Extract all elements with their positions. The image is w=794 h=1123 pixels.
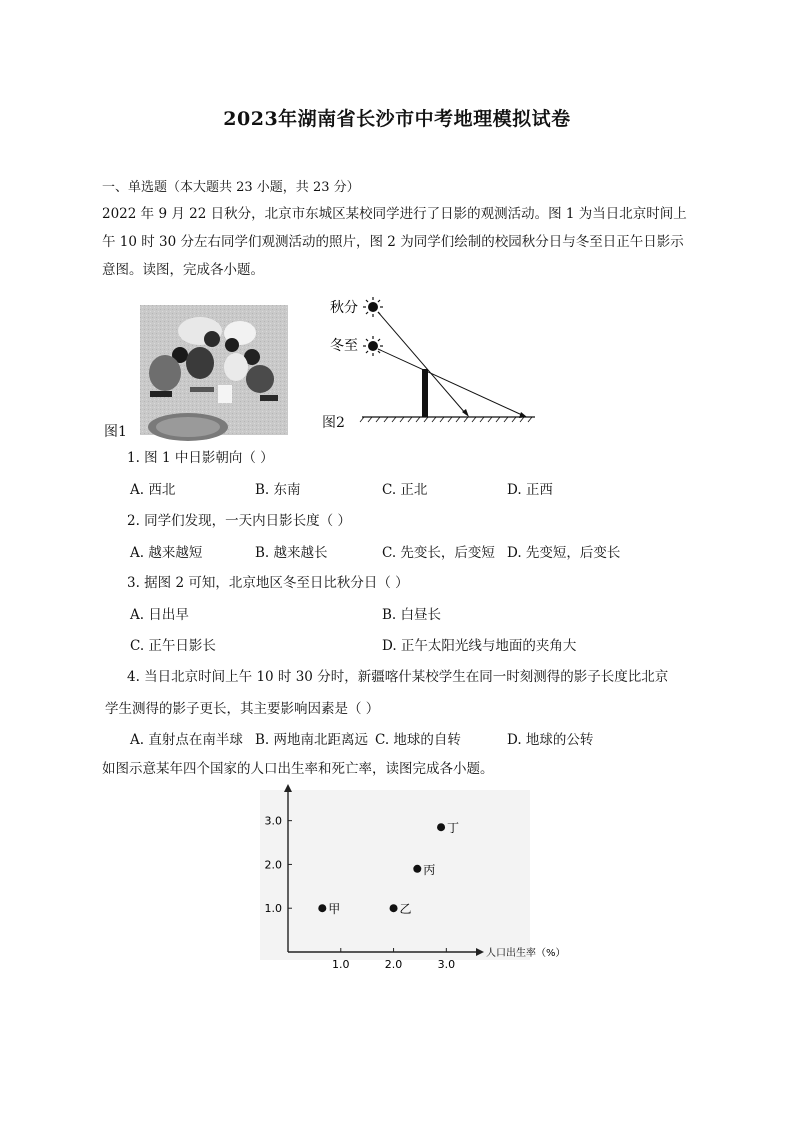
question-3-stem: 3. 据图 2 可知，北京地区冬至日比秋分日（ ） [127, 575, 409, 591]
y-tick-label: 3.0 [264, 814, 282, 828]
q3-option-a: A. 日出早 [130, 607, 189, 623]
figure-2-label: 图2 [322, 415, 345, 431]
point-label: 甲 [328, 902, 341, 917]
q2-option-b: B. 越来越长 [255, 545, 328, 561]
birth-death-rate-chart [250, 780, 566, 971]
chart-background [260, 790, 530, 960]
y-tick-label: 2.0 [264, 858, 282, 872]
q4-option-b: B. 两地南北距离远 [255, 732, 369, 748]
question-2-stem: 2. 同学们发现，一天内日影长度（ ） [127, 513, 351, 529]
winter-sun-ray [378, 349, 522, 415]
q4-option-a: A. 直射点在南半球 [130, 732, 243, 748]
x-tick-label: 3.0 [437, 958, 456, 971]
q3-option-d: D. 正午太阳光线与地面的夹角大 [382, 638, 577, 654]
q4-option-d: D. 地球的公转 [507, 732, 594, 748]
intro-line: 意图。读图，完成各小题。 [102, 262, 264, 278]
scatter-point [318, 904, 326, 912]
scatter-point [437, 823, 445, 831]
autumn-equinox-label: 秋分 [330, 300, 358, 316]
x-tick-label: 2.0 [384, 958, 403, 971]
arrow-icon [519, 412, 527, 418]
point-label: 乙 [399, 902, 412, 917]
intro-paragraph-1 [102, 200, 702, 284]
q4-option-c: C. 地球的自转 [375, 732, 461, 748]
ground-line [360, 417, 535, 422]
x-axis-label: 人口出生率（%） [486, 948, 566, 959]
intro-line: 午 10 时 30 分左右同学们观测活动的照片，图 2 为同学们绘制的校园秋分日与冬至日正午日影示 [102, 234, 684, 250]
q1-option-b: B. 东南 [255, 482, 301, 498]
intro-paragraph-2: 如图示意某年四个国家的人口出生率和死亡率，读图完成各小题。 [102, 761, 494, 777]
scatter-point [413, 865, 421, 873]
point-label: 丙 [423, 862, 436, 877]
q3-option-c: C. 正午日影长 [130, 638, 216, 654]
photo-illustration [140, 305, 288, 435]
sun-icon [363, 336, 383, 356]
y-tick-label: 1.0 [264, 902, 282, 916]
q2-option-d: D. 先变短，后变长 [507, 545, 621, 561]
scatter-point [390, 904, 398, 912]
shadow-diagram [320, 292, 545, 432]
page-title: 2023年湖南省长沙市中考地理模拟试卷 [223, 108, 571, 130]
q1-option-c: C. 正北 [382, 482, 428, 498]
question-4-stem-line-2: 学生测得的影子更长，其主要影响因素是（ ） [105, 701, 380, 717]
question-4-stem-line-1: 4. 当日北京时间上午 10 时 30 分时，新疆喀什某校学生在同一时刻测得的影子长度比北京 [127, 669, 669, 685]
q2-option-c: C. 先变长，后变短 [382, 545, 495, 561]
q3-option-b: B. 白昼长 [382, 607, 442, 623]
point-label: 丁 [447, 821, 460, 836]
q1-option-a: A. 西北 [130, 482, 176, 498]
observation-photo [140, 305, 288, 435]
y-axis-arrow-icon [284, 784, 292, 792]
winter-solstice-label: 冬至 [330, 338, 358, 354]
q2-option-a: A. 越来越短 [130, 545, 203, 561]
q1-option-d: D. 正西 [507, 482, 553, 498]
section-heading: 一、单选题（本大题共 23 小题，共 23 分） [102, 180, 360, 195]
x-tick-label: 1.0 [332, 958, 350, 971]
intro-line: 2022 年 9 月 22 日秋分，北京市东城区某校同学进行了日影的观测活动。图 1 为当日北京时间上 [102, 206, 687, 222]
question-1-stem: 1. 图 1 中日影朝向（ ） [127, 450, 274, 466]
figure-1-label: 图1 [104, 424, 127, 440]
pole [422, 369, 428, 417]
